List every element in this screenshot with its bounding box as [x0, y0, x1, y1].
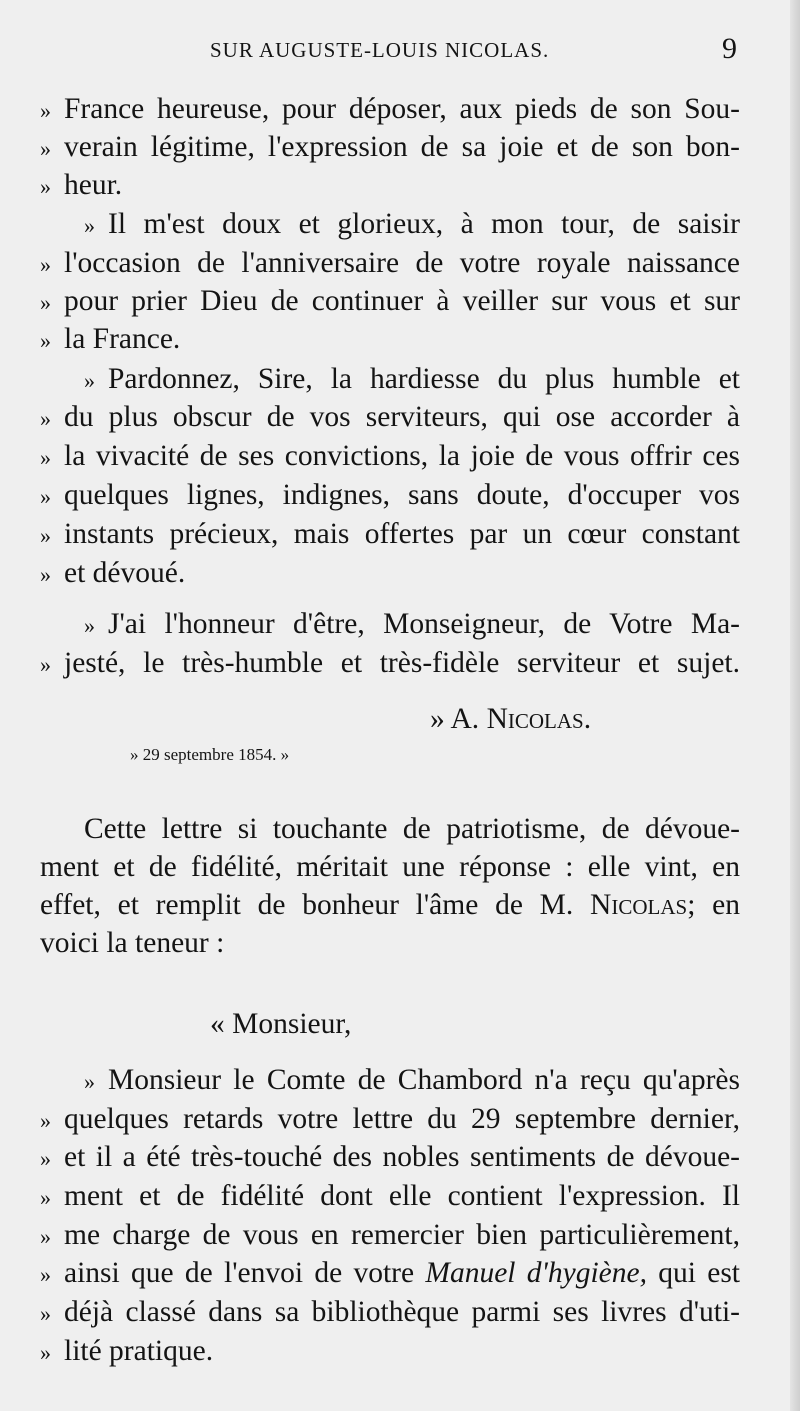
letter-line: » J'ai l'honneur d'être, Monseigneur, de Votre Ma-: [84, 608, 740, 640]
reply-line: » et il a été très-touché des nobles sentiments de dévoue-: [40, 1141, 740, 1173]
signature: » A. Nicolas.: [430, 703, 592, 735]
letter-line: » la France.: [40, 323, 181, 355]
letter-line: » France heureuse, pour déposer, aux pieds de son Sou-: [40, 93, 740, 125]
letter-line: » Il m'est doux et glorieux, à mon tour, de saisir: [84, 208, 740, 240]
letter-line: » instants précieux, mais offertes par un cœur constant: [40, 518, 740, 550]
narrative-line: effet, et remplit de bonheur l'âme de M. Nicolas; en: [40, 889, 741, 921]
letter-line: » jesté, le très-humble et très-fidèle serviteur et sujet.: [40, 647, 740, 679]
letter-line: » pour prier Dieu de continuer à veiller sur vous et sur: [40, 285, 740, 317]
reply-line: » Monsieur le Comte de Chambord n'a reçu qu'après: [84, 1064, 740, 1096]
letter-line: » heur.: [40, 169, 123, 201]
reply-line: » ment et de fidélité dont elle contient l'expression. Il: [40, 1180, 740, 1212]
reply-salutation: « Monsieur,: [210, 1008, 352, 1040]
letter-line: » du plus obscur de vos serviteurs, qui ose accorder à: [40, 401, 740, 433]
page-header: [0, 30, 800, 70]
reply-line: » me charge de vous en remercier bien particulièrement,: [40, 1219, 740, 1251]
letter-line: » et dévoué.: [40, 557, 186, 589]
letter-line: » Pardonnez, Sire, la hardiesse du plus humble et: [84, 363, 740, 395]
letter-line: » verain légitime, l'expression de sa joie et de son bon-: [40, 131, 740, 163]
page-number: 9: [722, 32, 737, 65]
narrative-line: ment et de fidélité, méritait une réponse : elle vint, en: [40, 851, 740, 883]
reply-line: » quelques retards votre lettre du 29 septembre dernier,: [40, 1103, 740, 1135]
letter-line: » l'occasion de l'anniversaire de votre royale naissance: [40, 247, 740, 279]
reply-line: » lité pratique.: [40, 1335, 214, 1367]
letter-line: » quelques lignes, indignes, sans doute, d'occuper vos: [40, 479, 740, 511]
reply-line: » déjà classé dans sa bibliothèque parmi ses livres d'uti-: [40, 1296, 740, 1328]
narrative-line: voici la teneur :: [40, 927, 225, 959]
reply-line: » ainsi que de l'envoi de votre Manuel d'hygiène, qui est: [40, 1257, 740, 1289]
letter-line: » la vivacité de ses convictions, la joie de vous offrir ces: [40, 440, 740, 472]
page-edge-shadow: [790, 0, 800, 1411]
book-title: Manuel d'hygiène,: [425, 1257, 647, 1289]
running-title: SUR AUGUSTE-LOUIS NICOLAS.: [210, 38, 550, 62]
narrative-line: Cette lettre si touchante de patriotisme, de dévoue-: [84, 813, 740, 845]
letter-date: » 29 septembre 1854. »: [130, 745, 290, 764]
